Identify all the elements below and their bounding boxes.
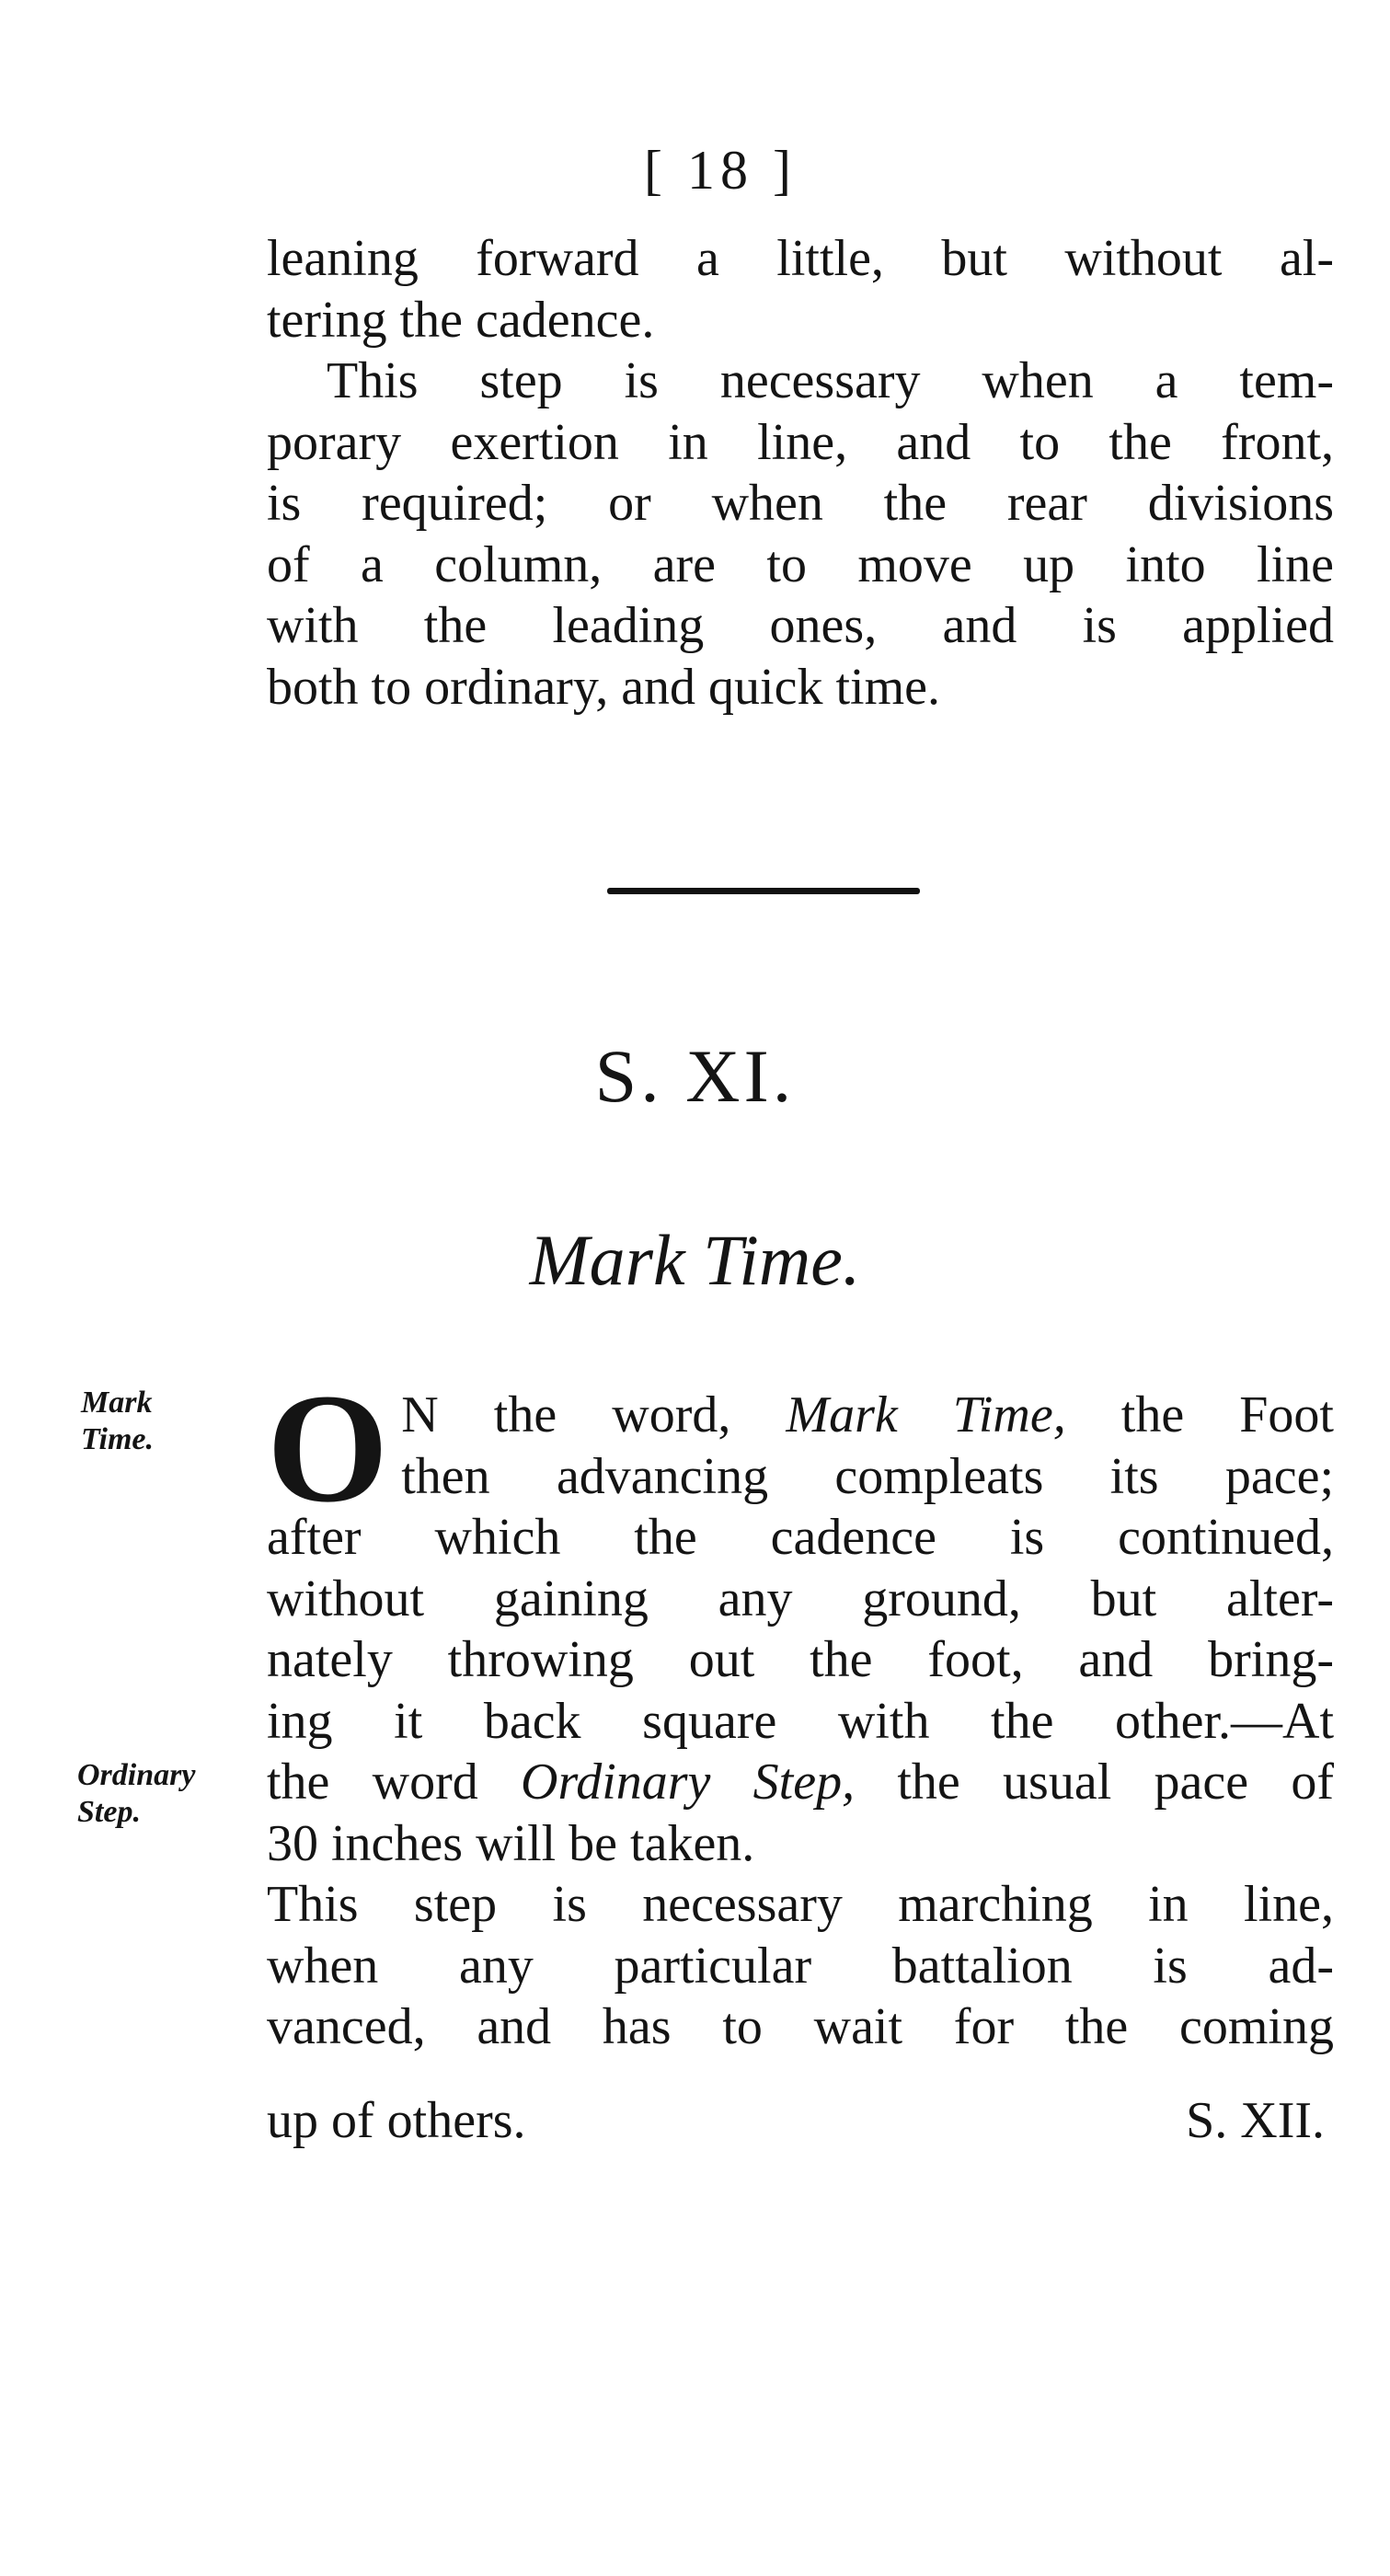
- text-line: This step is necessary marching in line,: [267, 1876, 1334, 1933]
- text-line: both to ordinary, and quick time.: [267, 658, 940, 716]
- text-line: ing it back square with the other.—At: [267, 1692, 1334, 1750]
- section-divider-rule: [607, 888, 920, 894]
- text-line: N the word, Mark Time, the Foot: [401, 1386, 1334, 1443]
- term-ordinary-step: Ordinary Step,: [521, 1754, 856, 1811]
- last-line: [267, 2090, 1334, 2152]
- page-number: [ 18 ]: [644, 140, 797, 201]
- text-line: porary exertion in line, and to the front,: [267, 413, 1334, 471]
- last-line-text: up of others.: [267, 2092, 526, 2149]
- catchword: S. XII.: [1186, 2092, 1325, 2149]
- text-line: 30 inches will be taken.: [267, 1814, 755, 1872]
- margin-note-mark-time: Mark Time.: [81, 1386, 154, 1456]
- text-line: with the leading ones, and is applied: [267, 597, 1334, 654]
- text-line: tering the cadence.: [267, 291, 655, 349]
- mark-time-paragraph: [267, 1362, 1334, 2058]
- margin-note-ordinary-step: Ordinary Step.: [77, 1758, 196, 1829]
- text-line: after which the cadence is continued,: [267, 1509, 1334, 1566]
- section-number: S. XI.: [594, 1034, 796, 1118]
- text-line: This step is necessary when a tem-: [327, 352, 1334, 409]
- term-mark-time: Mark Time,: [786, 1386, 1066, 1443]
- text-line: then advancing compleats its pace;: [401, 1447, 1334, 1505]
- text-line: vanced, and has to wait for the coming: [267, 1998, 1334, 2055]
- text-line: nately throwing out the foot, and bring-: [267, 1631, 1334, 1688]
- text-line: the word Ordinary Step, the usual pace of: [267, 1754, 1334, 1811]
- text-line: when any particular battalion is ad-: [267, 1937, 1334, 1995]
- drop-cap: O: [267, 1362, 389, 1535]
- text-line: leaning forward a little, but without al-: [267, 230, 1334, 287]
- continuation-paragraph: [267, 228, 1334, 718]
- text-line: of a column, are to move up into line: [267, 535, 1334, 593]
- text-line: without gaining any ground, but alter-: [267, 1570, 1334, 1627]
- text-line: is required; or when the rear divisions: [267, 475, 1334, 532]
- section-title: Mark Time.: [529, 1220, 861, 1300]
